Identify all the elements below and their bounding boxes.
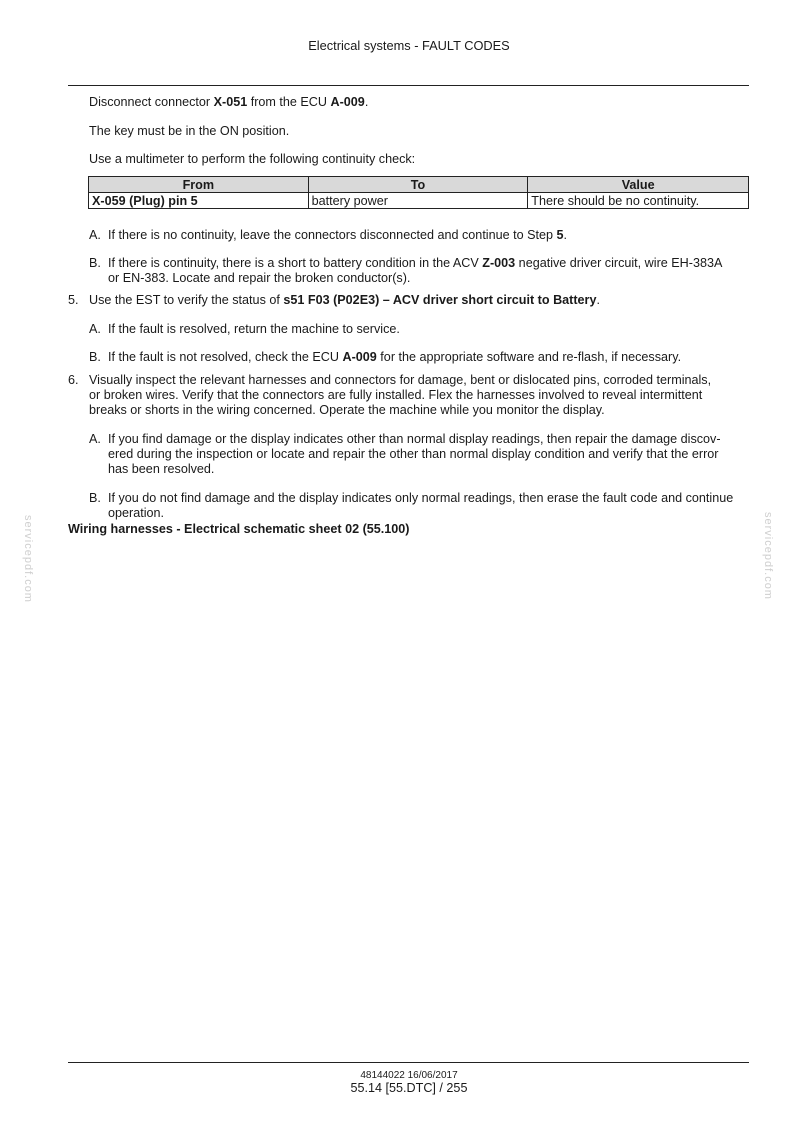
step-text: [89, 293, 600, 308]
table-row: [89, 193, 749, 209]
step-number: 6.: [68, 373, 79, 387]
list-label: A.: [89, 432, 101, 446]
text-line: or broken wires. Verify that the connectors are fully installed. Flex the harnesses involved to reveal intermittent: [89, 388, 703, 402]
step-text: [89, 373, 711, 418]
text-run: Disconnect connector: [89, 95, 214, 109]
intro-paragraph-disconnect: [89, 95, 368, 110]
valve-id: Z-003: [482, 256, 516, 270]
step-number: 5.: [68, 293, 79, 307]
text-run: If there is no continuity, leave the connectors disconnected and continue to Step: [108, 228, 557, 242]
intro-paragraph-multimeter: Use a multimeter to perform the following continuity check:: [89, 152, 416, 166]
fault-code: s51 F03 (P02E3) – ACV driver short circuit to Battery: [283, 293, 597, 307]
intro-paragraph-key: The key must be in the ON position.: [89, 124, 290, 138]
footer-page-number: 55.14 [55.DTC] / 255: [350, 1081, 468, 1095]
list-text: [108, 432, 721, 477]
text-run: .: [563, 228, 568, 242]
ecu-id: A-009: [342, 350, 377, 364]
text-run: from the ECU: [247, 95, 331, 109]
table-cell-value: There should be no continuity.: [528, 193, 749, 209]
section-heading: Wiring harnesses - Electrical schematic sheet 02 (55.100): [68, 522, 410, 536]
text-line: If you find damage or the display indicates other than normal display readings, then repair the damage discov-: [108, 432, 721, 446]
text-run: If the fault is not resolved, check the ECU: [108, 350, 343, 364]
list-label: B.: [89, 350, 101, 364]
footer-document-id: 48144022 16/06/2017: [360, 1070, 458, 1081]
column-header-from: From: [89, 177, 309, 193]
text-line: Visually inspect the relevant harnesses and connectors for damage, bent or dislocated pins, corroded terminals,: [89, 373, 712, 387]
list-label: A.: [89, 228, 101, 242]
list-text: [108, 350, 681, 365]
connector-id: X-051: [213, 95, 248, 109]
text-line: or EN-383. Locate and repair the broken conductor(s).: [108, 271, 411, 285]
column-header-value: Value: [528, 177, 749, 193]
text-run: for the appropriate software and re-flash, if necessary.: [376, 350, 682, 364]
text-line: has been resolved.: [108, 462, 215, 476]
text-run: .: [596, 293, 600, 307]
text-line: operation.: [108, 506, 165, 520]
footer-divider: [68, 1062, 749, 1063]
text-line: breaks or shorts in the wiring concerned. Operate the machine while you monitor the display.: [89, 403, 605, 417]
table-cell-to: battery power: [308, 193, 528, 209]
list-text: If the fault is resolved, return the machine to service.: [108, 322, 400, 336]
continuity-table: [88, 176, 749, 209]
text-run: .: [364, 95, 369, 109]
list-text: [108, 256, 722, 286]
list-label: B.: [89, 256, 101, 270]
column-header-to: To: [308, 177, 528, 193]
list-text: [108, 228, 567, 243]
text-line: [108, 256, 722, 271]
list-label: A.: [89, 322, 101, 336]
text-run: Use the EST to verify the status of: [89, 293, 284, 307]
table-header-row: [89, 177, 749, 193]
step-ref: 5: [556, 228, 564, 242]
list-label: B.: [89, 491, 101, 505]
watermark-left: servicepdf.com: [22, 515, 34, 603]
table-cell-from: X-059 (Plug) pin 5: [89, 193, 309, 209]
ecu-id: A-009: [330, 95, 365, 109]
page-header-title: Electrical systems - FAULT CODES: [308, 38, 510, 53]
watermark-right: servicepdf.com: [762, 512, 774, 600]
text-run: negative driver circuit, wire EH-383A: [515, 256, 723, 270]
list-text: [108, 491, 733, 521]
header-divider: [68, 85, 749, 86]
text-line: If you do not find damage and the display indicates only normal readings, then erase the fault code and continue: [108, 491, 734, 505]
text-line: ered during the inspection or locate and repair the other than normal display condition and verify that the error: [108, 447, 719, 461]
text-run: If there is continuity, there is a short to battery condition in the ACV: [108, 256, 483, 270]
